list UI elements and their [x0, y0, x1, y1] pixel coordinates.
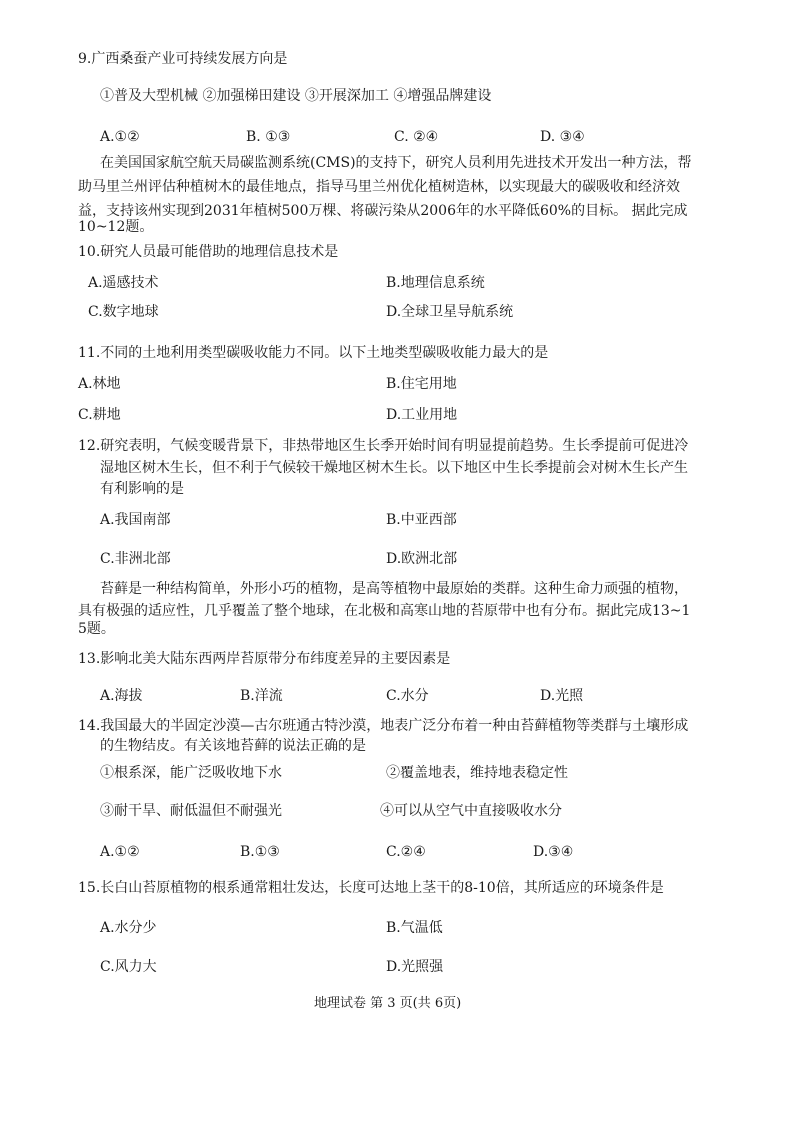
q15-option-a: A.水分少: [100, 920, 157, 936]
passage1-line: 益，支持该州实现到2031年植树500万棵、将碳污染从2006年的水平降低60%的目标。 据此完成: [78, 203, 688, 219]
q12-stem-line: 12.研究表明，气候变暖背景下，非热带地区生长季开始时间有明显提前趋势。生长季提前可促进冷: [78, 438, 689, 454]
q11-option-c: C.耕地: [78, 407, 121, 423]
page-footer: 地理试卷 第 3 页(共 6页): [314, 996, 462, 1011]
passage1-line: 在美国国家航空航天局碳监测系统(CMS)的支持下，研究人员利用先进技术开发出一种方法，帮: [100, 155, 692, 171]
q11-stem: 11.不同的土地利用类型碳吸收能力不同。以下土地类型碳吸收能力最大的是: [78, 345, 549, 361]
q14-stem-line: 14.我国最大的半固定沙漠—古尔班通古特沙漠，地表广泛分布着一种由苔藓植物等类群与土壤形成: [78, 718, 689, 734]
q11-option-d: D.工业用地: [386, 407, 458, 423]
q10-option-b: B.地理信息系统: [386, 275, 485, 291]
q9-option-d: D. ③④: [540, 129, 585, 145]
q13-option-d: D.光照: [540, 688, 584, 704]
q13-option-c: C.水分: [386, 688, 429, 704]
q10-option-d: D.全球卫星导航系统: [386, 304, 514, 320]
q11-option-b: B.住宅用地: [386, 376, 457, 392]
passage1-line: 助马里兰州评估种植树木的最佳地点，指导马里兰州优化植树造林，以实现最大的碳吸收和经济效: [78, 179, 680, 195]
q9-option-c: C. ②④: [394, 129, 439, 145]
q14-option-a: A.①②: [100, 844, 140, 860]
q13-option-a: A.海拔: [100, 688, 143, 704]
q15-option-c: C.风力大: [100, 959, 157, 975]
q15-stem: 15.长白山苔原植物的根系通常粗壮发达，长度可达地上茎干的8-10倍，其所适应的环境条件是: [78, 880, 664, 896]
q14-item-4: ④可以从空气中直接吸收水分: [380, 803, 562, 819]
q12-option-a: A.我国南部: [100, 512, 171, 528]
q13-stem: 13.影响北美大陆东西两岸苔原带分布纬度差异的主要因素是: [78, 651, 451, 667]
q10-option-a: A.遥感技术: [88, 275, 159, 291]
passage2-line: 苔藓是一种结构简单，外形小巧的植物，是高等植物中最原始的类群。这种生命力顽强的植物，: [100, 581, 688, 597]
q9-option-a: A.①②: [100, 129, 140, 145]
q12-option-c: C.非洲北部: [100, 551, 171, 567]
q14-stem-line: 的生物结皮。有关该地苔藓的说法正确的是: [100, 738, 366, 754]
q12-stem-line: 有利影响的是: [100, 481, 184, 497]
q10-stem: 10.研究人员最可能借助的地理信息技术是: [78, 244, 339, 260]
q14-item-3: ③耐干旱、耐低温但不耐强光: [100, 803, 282, 819]
q14-item-2: ②覆盖地表，维持地表稳定性: [386, 765, 568, 781]
passage1-line: 10~12题。: [78, 219, 154, 235]
q12-option-b: B.中亚西部: [386, 512, 457, 528]
q10-option-c: C.数字地球: [88, 304, 159, 320]
q12-option-d: D.欧洲北部: [386, 551, 458, 567]
q9-stem: 9.广西桑蚕产业可持续发展方向是: [78, 51, 288, 67]
q11-option-a: A.林地: [78, 376, 121, 392]
q14-option-b: B.①③: [240, 844, 280, 860]
q13-option-b: B.洋流: [240, 688, 283, 704]
q15-option-d: D.光照强: [386, 959, 444, 975]
q12-stem-line: 湿地区树木生长，但不利于气候较干燥地区树木生长。以下地区中生长季提前会对树木生长产生: [100, 460, 688, 476]
passage2-line: 具有极强的适应性，几乎覆盖了整个地球，在北极和高寒山地的苔原带中也有分布。据此完成13~1: [78, 603, 691, 619]
q14-item-1: ①根系深，能广泛吸收地下水: [100, 765, 282, 781]
q9-items: ①普及大型机械 ②加强梯田建设 ③开展深加工 ④增强品牌建设: [100, 88, 492, 104]
q15-option-b: B.气温低: [386, 920, 443, 936]
passage2-line: 5题。: [78, 621, 115, 637]
q9-option-b: B. ①③: [246, 129, 291, 145]
q14-option-d: D.③④: [533, 844, 574, 860]
q14-option-c: C.②④: [386, 844, 426, 860]
